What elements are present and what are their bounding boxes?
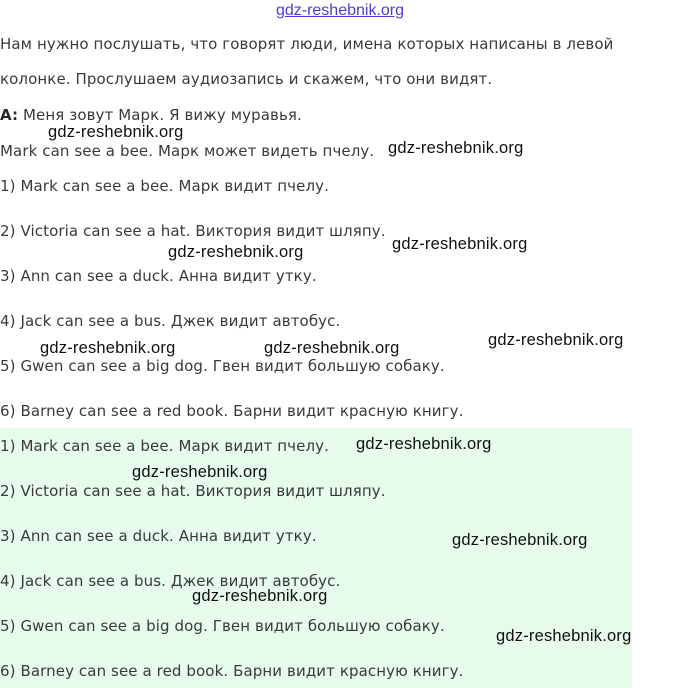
- header-watermark[interactable]: gdz-reshebnik.org: [275, 2, 405, 19]
- watermark-text: gdz-reshebnik.org: [40, 339, 176, 357]
- highlighted-answer-line: 1) Mark can see a bee. Марк видит пчелу.: [0, 437, 329, 455]
- highlighted-answer-line: 6) Barney can see a red book. Барни видит красную книгу.: [0, 662, 464, 680]
- watermark-text: gdz-reshebnik.org: [356, 435, 492, 453]
- answer-line: 6) Barney can see a red book. Барни видит красную книгу.: [0, 402, 464, 420]
- example-line-2: Mark can see a bee. Марк может видеть пчелу.: [0, 142, 375, 160]
- watermark-text: gdz-reshebnik.org: [168, 243, 304, 261]
- highlighted-answer-line: 3) Ann can see a duck. Анна видит утку.: [0, 527, 317, 545]
- highlighted-answer-box: [0, 428, 632, 688]
- watermark-text: gdz-reshebnik.org: [192, 587, 328, 605]
- highlighted-answer-line: 2) Victoria can see a hat. Виктория видит шляпу.: [0, 482, 386, 500]
- watermark-text: gdz-reshebnik.org: [264, 339, 400, 357]
- watermark-text: gdz-reshebnik.org: [496, 627, 632, 645]
- watermark-text: gdz-reshebnik.org: [488, 331, 624, 349]
- intro-line-2: колонке. Прослушаем аудиозапись и скажем, что они видят.: [0, 70, 493, 88]
- example-text: Меня зовут Марк. Я вижу муравья.: [22, 106, 302, 124]
- watermark-text: gdz-reshebnik.org: [452, 531, 588, 549]
- answer-line: 1) Mark can see a bee. Марк видит пчелу.: [0, 177, 329, 195]
- watermark-text: gdz-reshebnik.org: [392, 235, 528, 253]
- intro-line-1: Нам нужно послушать, что говорят люди, имена которых написаны в левой: [0, 35, 614, 53]
- answer-line: 3) Ann can see a duck. Анна видит утку.: [0, 267, 317, 285]
- answer-line: 4) Jack can see a bus. Джек видит автобус.: [0, 312, 341, 330]
- example-line: [0, 105, 302, 125]
- highlighted-answer-line: 5) Gwen can see a big dog. Гвен видит большую собаку.: [0, 617, 445, 635]
- watermark-text: gdz-reshebnik.org: [48, 123, 184, 141]
- example-label: A:: [0, 106, 19, 124]
- watermark-text: gdz-reshebnik.org: [132, 463, 268, 481]
- answer-line: 5) Gwen can see a big dog. Гвен видит большую собаку.: [0, 357, 445, 375]
- highlighted-answer-line: 4) Jack can see a bus. Джек видит автобус.: [0, 572, 341, 590]
- watermark-text: gdz-reshebnik.org: [388, 139, 524, 157]
- answer-line: 2) Victoria can see a hat. Виктория видит шляпу.: [0, 222, 386, 240]
